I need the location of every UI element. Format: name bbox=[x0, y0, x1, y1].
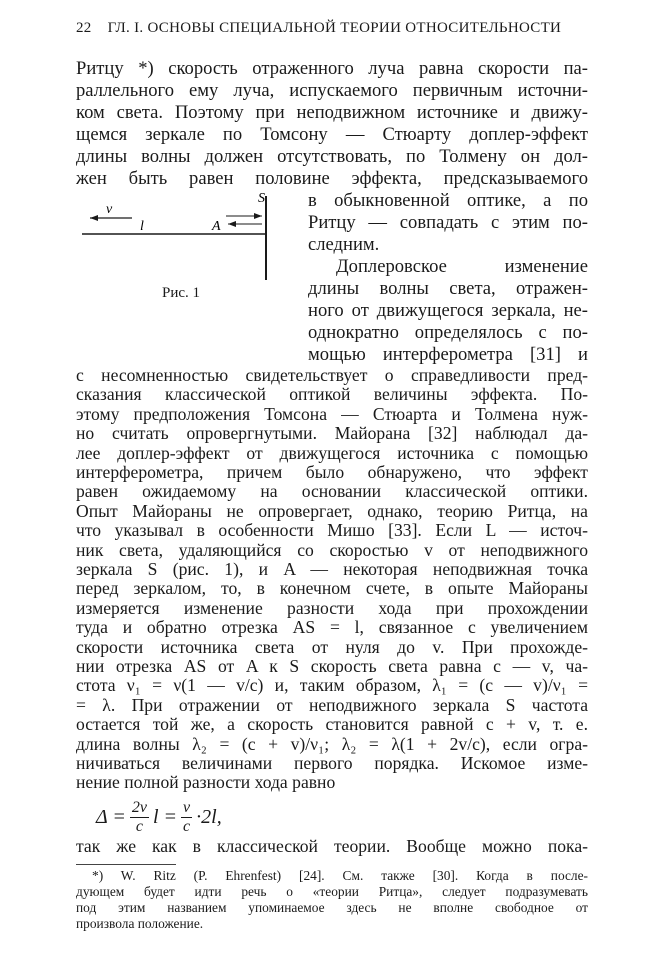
text-line: но считать опровергнутыми. Майорана [32] наблюдал да- bbox=[76, 423, 588, 444]
formula-delta bbox=[96, 799, 222, 836]
footnote-line: под этим названием упоминаемое здесь не вполне свободное от bbox=[76, 900, 588, 916]
label-S: S bbox=[258, 191, 265, 206]
formula-lhs: Δ = bbox=[96, 805, 126, 828]
text-line: Ритцу — совпадать с этим по- bbox=[308, 212, 588, 233]
footnote-line: *) W. Ritz (P. Ehrenfest) [24]. См. также [30]. Когда в после- bbox=[92, 868, 588, 884]
text-line: нение полной разности хода равно bbox=[76, 772, 336, 793]
text-line: жен быть равен половине эффекта, предсказываемого bbox=[76, 168, 588, 189]
fraction-denominator: c bbox=[135, 817, 143, 835]
text-line: ничиваться величинами первого порядка. Искомое изме- bbox=[76, 753, 588, 773]
text-line: сказания классической оптикой величины эффекта. По- bbox=[76, 384, 588, 405]
text-line: длины волны должен отсутствовать, по Толмену он дол- bbox=[76, 146, 588, 167]
text-line: раллельного ему луча, испускаемого первичным источни- bbox=[76, 80, 588, 101]
fraction bbox=[181, 799, 192, 836]
label-v: v bbox=[106, 202, 113, 217]
text-line: однократно определялось с по- bbox=[308, 322, 588, 343]
fraction-denominator: c bbox=[183, 817, 191, 835]
text-line: с несомненностью свидетельствует о справедливости пред- bbox=[76, 365, 588, 385]
text-line: следним. bbox=[308, 234, 380, 255]
text-line: нии отрезка AS от A к S скорость света равна c — v, ча- bbox=[76, 656, 588, 676]
text-line: зеркала S (рис. 1), и A — некоторая неподвижная точка bbox=[76, 559, 588, 579]
text-line: остается той же, а скорость становится равной c + v, т. е. bbox=[76, 714, 588, 735]
footnote-divider bbox=[76, 864, 176, 865]
running-title: ГЛ. I. ОСНОВЫ СПЕЦИАЛЬНОЙ ТЕОРИИ ОТНОСИТЕЛЬНОСТИ bbox=[107, 20, 562, 36]
text-line: ком света. Поэтому при неподвижном источнике и движу- bbox=[76, 102, 588, 123]
text-line: стота ν₁ = ν(1 — v/c) и, таким образом, λ₁ = (c — v)/ν₁ = bbox=[76, 675, 588, 696]
label-A: A bbox=[212, 219, 221, 234]
fraction bbox=[130, 799, 149, 836]
text-line: Доплеровское изменение bbox=[336, 256, 588, 277]
text-line: интерферометра, причем было обнаружено, что эффект bbox=[76, 462, 588, 482]
label-l: l bbox=[140, 219, 144, 234]
text-line: щемся зеркале по Томсону — Стюарту доплер-эффект bbox=[76, 124, 588, 145]
arrow-head-icon bbox=[254, 213, 262, 219]
figure-1-diagram bbox=[70, 188, 290, 288]
text-line: длина волны λ₂ = (c + v)/ν₁; λ₂ = λ(1 + 2v/c), если огра- bbox=[76, 733, 588, 754]
formula-tail: ·2l, bbox=[196, 805, 222, 828]
text-line: перед зеркалом, то, в конечном счете, в опыте Майораны bbox=[76, 578, 588, 599]
fraction-numerator: 2v bbox=[131, 798, 147, 816]
text-line: скорости источника света от нуля до v. При прохожде- bbox=[76, 636, 588, 657]
text-line: = λ. При отражении от неподвижного зеркала S частота bbox=[76, 694, 588, 715]
text-line: ник света, удаляющийся со скоростью v от неподвижного bbox=[76, 539, 588, 560]
running-header bbox=[76, 20, 596, 37]
text-line: лее доплер-эффект от движущегося источника с помощью bbox=[76, 442, 588, 463]
text-line: туда и обратно отрезка AS = l, связанное с увеличением bbox=[76, 617, 588, 638]
text-line: измеряется изменение разности хода при прохождении bbox=[76, 597, 588, 618]
formula-mid: l = bbox=[152, 805, 178, 828]
page-number: 22 bbox=[76, 20, 92, 36]
text-line: длины волны света, отражен- bbox=[308, 278, 588, 299]
text-line: равен ожидаемому на основании классической оптики. bbox=[76, 481, 588, 502]
figure-caption: Рис. 1 bbox=[162, 285, 201, 301]
text-line: ного от движущегося зеркала, не- bbox=[308, 300, 588, 321]
footnote-line: дующем будет идти речь о «теории Ритца», следует подразумевать bbox=[76, 884, 588, 900]
footnote-line: произвола положение. bbox=[76, 916, 204, 932]
text-line: Ритцу *) скорость отраженного луча равна скорости па- bbox=[76, 58, 588, 79]
text-line: этому предположения Томсона — Стюарта и Толмена нуж- bbox=[76, 403, 588, 424]
arrow-head-icon bbox=[228, 221, 236, 227]
text-line: так же как в классической теории. Вообще можно пока- bbox=[76, 835, 588, 856]
fraction-numerator: v bbox=[183, 798, 191, 816]
arrow-head-icon bbox=[90, 215, 98, 221]
text-line: в обыкновенной оптике, а по bbox=[308, 190, 588, 211]
text-line: Опыт Майораны не опровергает, однако, теорию Ритца, на bbox=[76, 500, 588, 521]
text-line: что указывал в особенности Мишо [33]. Если L — источ- bbox=[76, 520, 588, 541]
text-line: мощью интерферометра [31] и bbox=[308, 344, 588, 365]
